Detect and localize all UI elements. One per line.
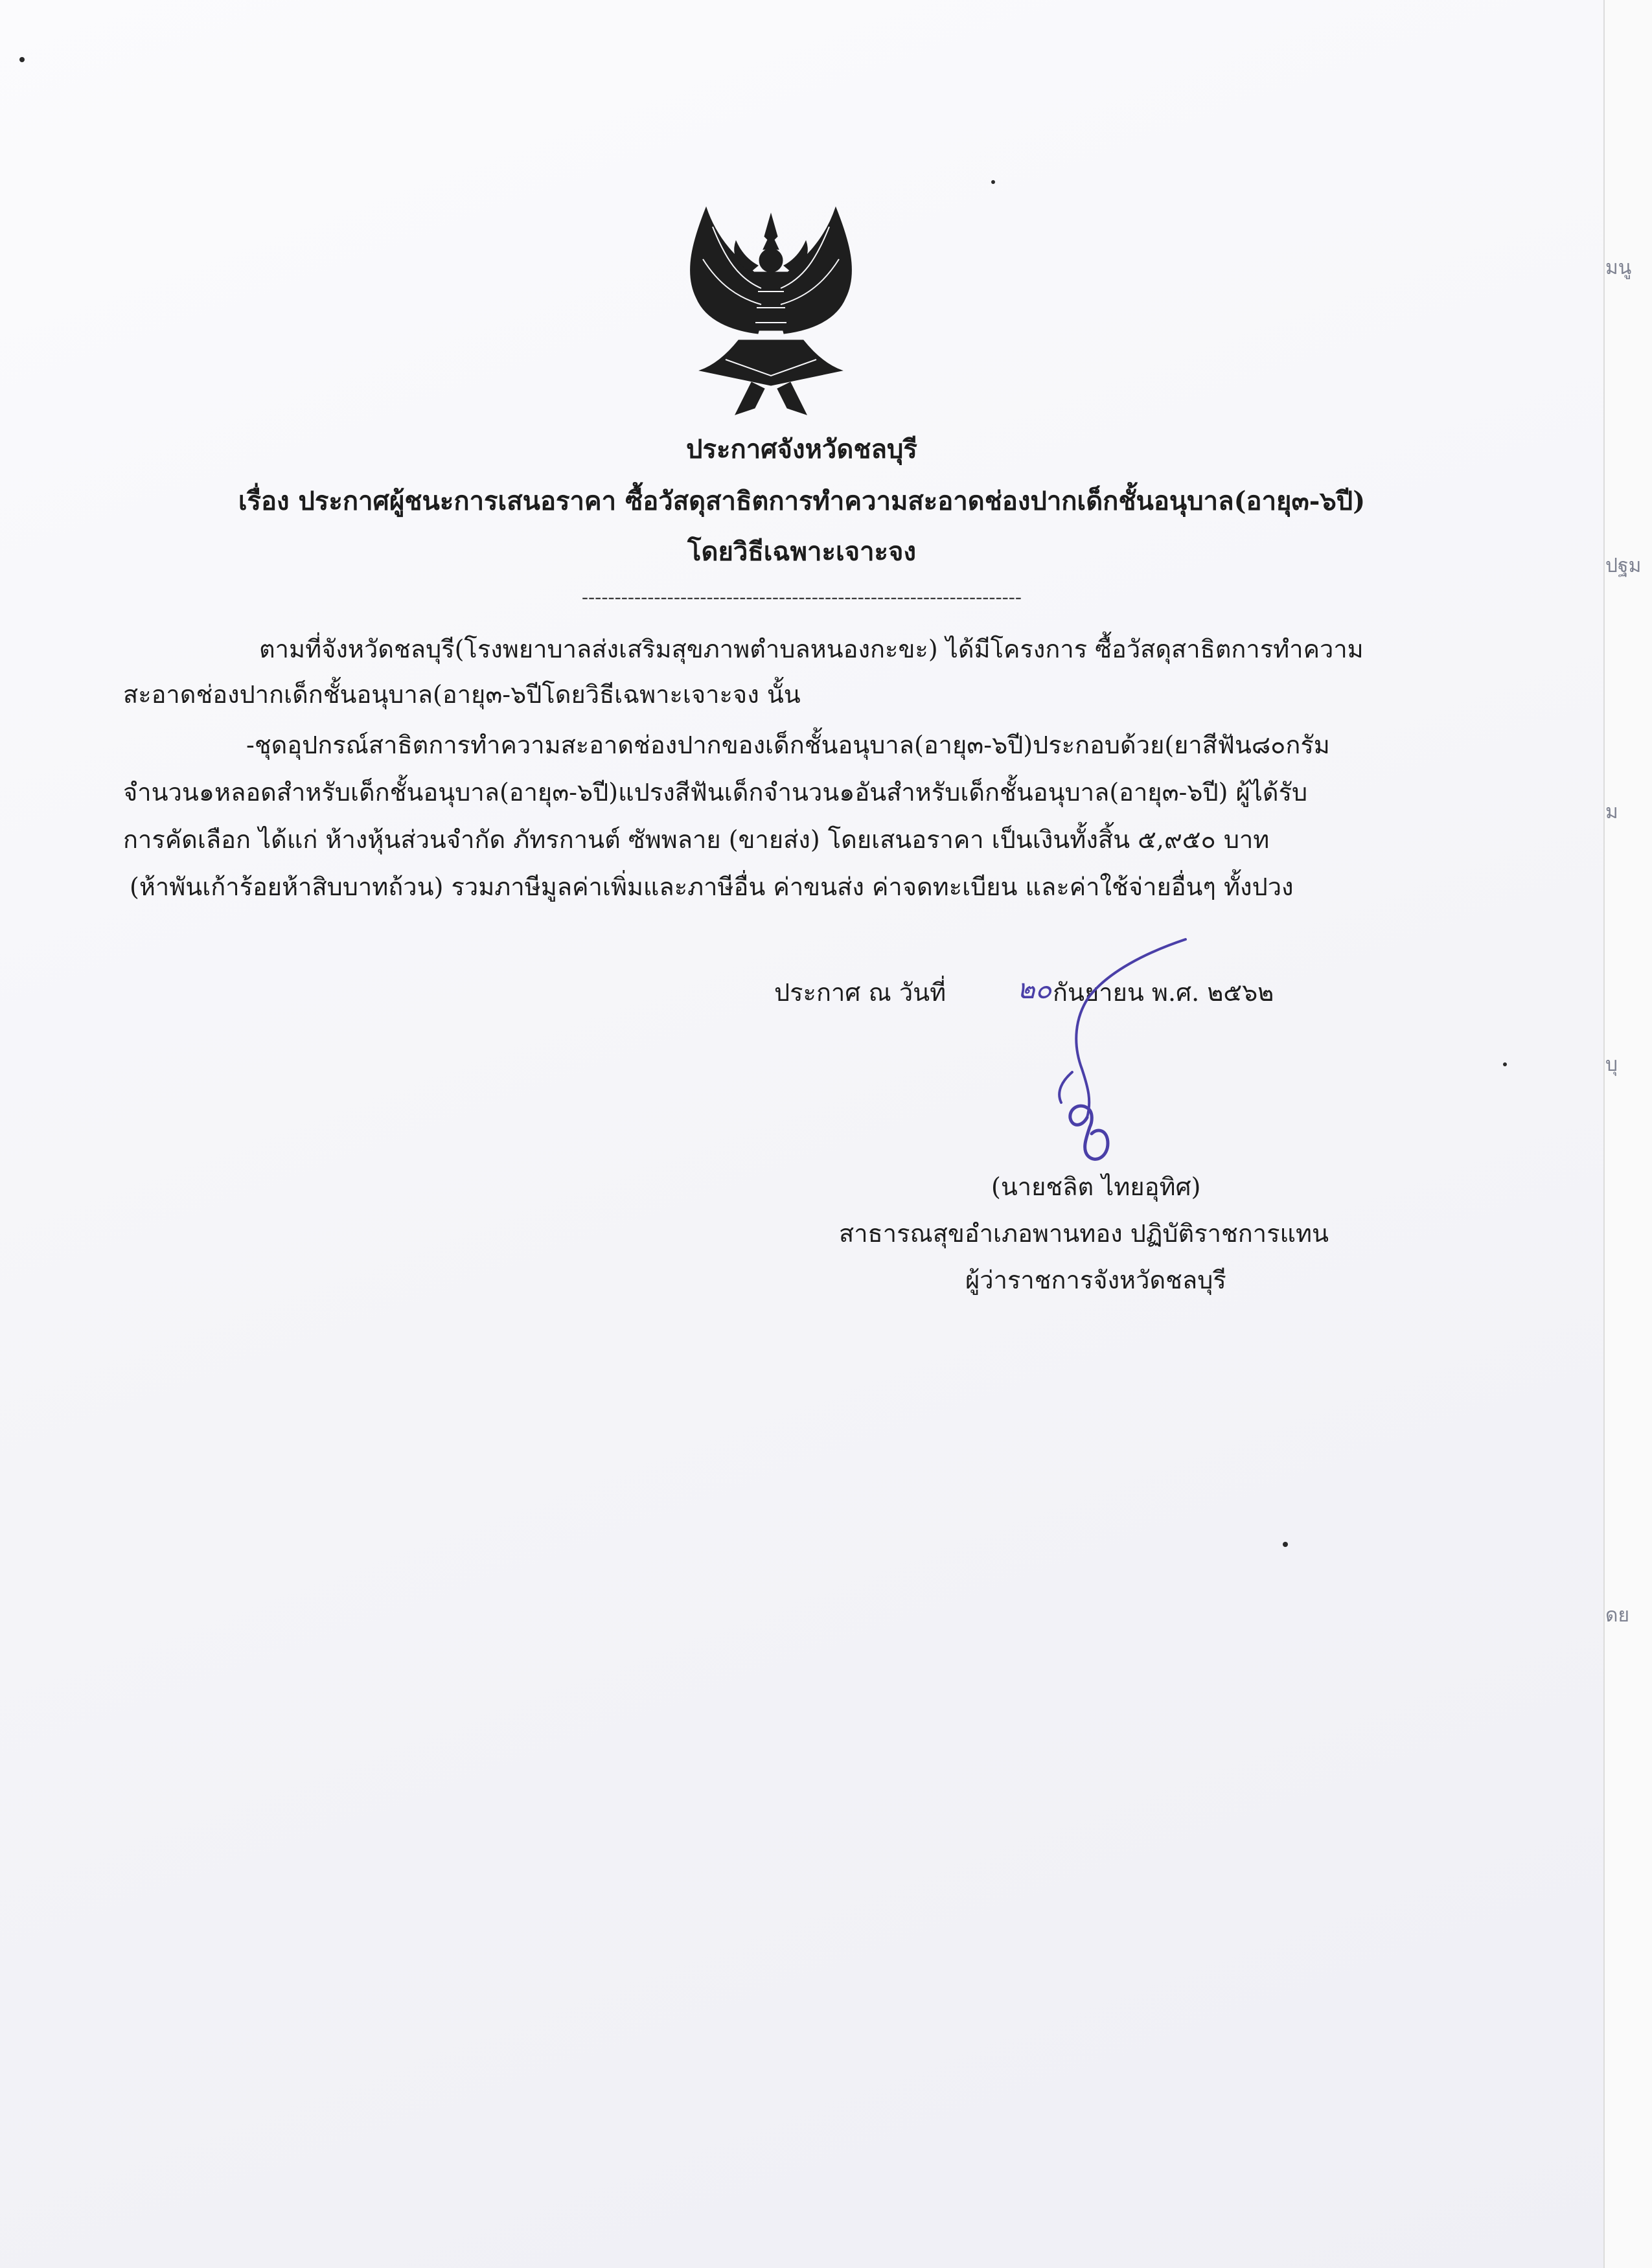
paragraph-2-line-4: (ห้าพันเก้าร้อยห้าสิบบาทถ้วน) รวมภาษีมูลค่าเพิ่มและภาษีอื่น ค่าขนส่ง ค่าจดทะเบียน และค่าใช้จ่ายอื่นๆ ทั้งปวง (130, 873, 1294, 901)
divider: ------------------------------------------------------------------- (581, 586, 1022, 609)
speck (1283, 1542, 1288, 1547)
document-heading: ประกาศจังหวัดชลบุรี (686, 434, 917, 464)
background-sheet (1603, 0, 1652, 2268)
garuda-emblem-icon (674, 201, 868, 421)
signature-mark (1011, 933, 1224, 1166)
background-sheet-fragment: มนู (1605, 257, 1632, 279)
announce-day-handwritten: ๒๐ (1017, 973, 1052, 1005)
paragraph-1-line-2: สะอาดช่องปากเด็กชั้นอนุบาล(อายุ๓-๖ปีโดยวิธีเฉพาะเจาะจง นั้น (123, 680, 801, 709)
paragraph-2-line-2: จำนวน๑หลอดสำหรับเด็กชั้นอนุบาล(อายุ๓-๖ปี)แปรงสีฟันเด็กจำนวน๑อันสำหรับเด็กชั้นอนุบาล(อายุ๓-๖ปี) ผู้ได้รับ (123, 778, 1308, 807)
paragraph-2-line-1: -ชุดอุปกรณ์สาธิตการทำความสะอาดช่องปากของเด็กชั้นอนุบาล(อายุ๓-๖ปี)ประกอบด้วย(ยาสีฟัน๘๐กรัม (246, 731, 1330, 759)
background-sheet-fragment: ปฐม (1605, 555, 1642, 577)
speck (1503, 1062, 1507, 1066)
background-sheet-fragment: ม (1605, 801, 1618, 823)
announce-date-suffix: กันยายน พ.ศ. ๒๕๖๒ (1053, 978, 1274, 1007)
signatory-position: สาธารณสุขอำเภอพานทอง ปฏิบัติราชการแทน (839, 1219, 1329, 1248)
background-sheet-fragment: ดย (1605, 1604, 1630, 1627)
document-subject: เรื่อง ประกาศผู้ชนะการเสนอราคา ซื้อวัสดุสาธิตการทำความสะอาดช่องปากเด็กชั้นอนุบาล(อายุ๓-๖ปี) (238, 486, 1366, 516)
announce-date-prefix: ประกาศ ณ วันที่ (774, 978, 946, 1007)
paragraph-1-line-1: ตามที่จังหวัดชลบุรี(โรงพยาบาลส่งเสริมสุขภาพตำบลหนองกะขะ) ได้มีโครงการ ซื้อวัสดุสาธิตการทำความ (259, 635, 1364, 663)
speck (19, 57, 25, 62)
paragraph-2-line-3: การคัดเลือก ได้แก่ ห้างหุ้นส่วนจำกัด ภัทรกานต์ ซัพพลาย (ขายส่ง) โดยเสนอราคา เป็นเงินทั้งสิ้น ๕,๙๕๐ บาท (123, 825, 1270, 854)
background-sheet-fragment: บุ (1605, 1053, 1618, 1076)
speck (991, 180, 995, 184)
signatory-name: (นายชลิต ไทยอุทิศ) (991, 1173, 1201, 1201)
procurement-method: โดยวิธีเฉพาะเจาะจง (687, 536, 917, 567)
signatory-role: ผู้ว่าราชการจังหวัดชลบุรี (965, 1266, 1226, 1294)
